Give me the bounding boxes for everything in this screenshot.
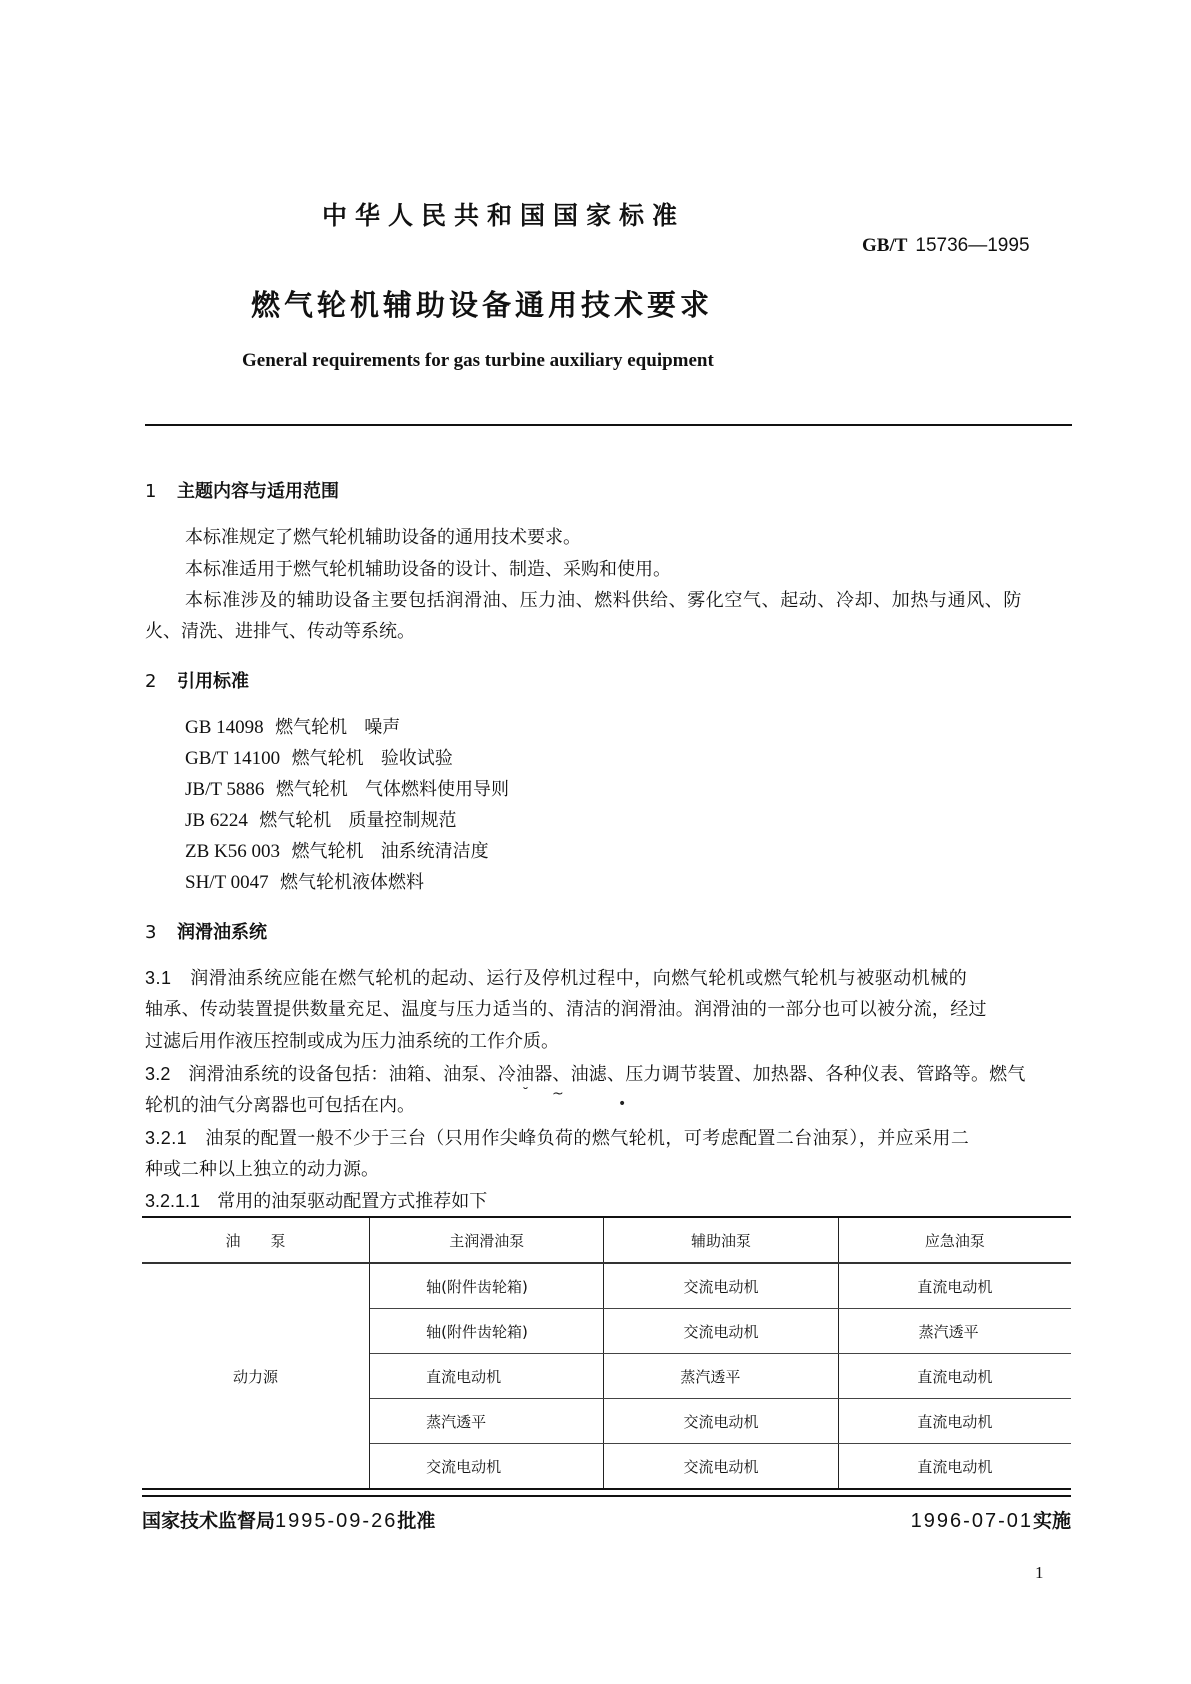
table-header: 辅助油泵 [604,1217,838,1263]
reference-item: ZB K56 003 燃气轮机 油系统清洁度 [185,841,489,862]
scan-artifact: • [618,1096,627,1112]
clause-3-2-cont: 轮机的油气分离器也可包括在内。 [145,1095,415,1116]
reference-item: SH/T 0047 燃气轮机液体燃料 [185,872,425,893]
section-1-paragraph: 本标准规定了燃气轮机辅助设备的通用技术要求。 [185,527,581,548]
table-cell: 轴(附件齿轮箱) [370,1309,604,1354]
clause-3-2-1: 3.2.1 油泵的配置一般不少于三台（只用作尖峰负荷的燃气轮机，可考虑配置二台油泵），并应采用二 [145,1128,970,1149]
oil-pump-config-table [142,1216,1071,1490]
table-header: 主润滑油泵 [370,1217,604,1263]
page-number: 1 [1035,1563,1044,1582]
approve-date: 1995-09-26 [275,1510,398,1532]
approval-info: 国家技术监督局1995-09-26批准 [142,1510,436,1532]
header-divider [145,424,1072,426]
row-label: 动力源 [142,1263,370,1489]
table-cell: 蒸汽透平 [370,1399,604,1444]
section-2-title: 引用标准 [177,671,249,692]
clause-3-2-1-cont: 种或二种以上独立的动力源。 [145,1159,379,1180]
standard-number: 15736—1995 [915,235,1030,256]
reference-item: GB 14098 燃气轮机 噪声 [185,717,401,738]
section-1-paragraph: 本标准涉及的辅助设备主要包括润滑油、压力油、燃料供给、雾化空气、起动、冷却、加热与通风、防 [185,590,1022,611]
standard-prefix: GB/T [862,235,908,256]
table-cell: 直流电动机 [838,1399,1071,1444]
table-cell: 交流电动机 [604,1444,838,1490]
table-header-row [142,1217,1071,1263]
table-row [142,1263,1071,1309]
table-header: 应急油泵 [838,1217,1071,1263]
document-title-english: General requirements for gas turbine auxiliary equipment [242,350,714,371]
table-cell: 交流电动机 [604,1309,838,1354]
section-2-heading: 2 引用标准 [145,671,249,692]
table-cell: 交流电动机 [604,1263,838,1309]
section-3-title: 润滑油系统 [177,922,267,943]
clause-3-2: 3.2 润滑油系统的设备包括：油箱、油泵、冷油器、油滤、压力调节装置、加热器、各种仪表、管路等。燃气 [145,1064,1026,1085]
table-cell: 交流电动机 [370,1444,604,1490]
clause-3-1-cont: 过滤后用作液压控制或成为压力油系统的工作介质。 [145,1031,559,1052]
standard-code [862,234,1030,257]
clause-3-2-1-1: 3.2.1.1 常用的油泵驱动配置方式推荐如下 [145,1191,488,1212]
table-header: 油 泵 [142,1217,370,1263]
footer-divider [142,1495,1071,1497]
scan-artifact: ~ [552,1086,564,1102]
section-1-paragraph: 本标准适用于燃气轮机辅助设备的设计、制造、采购和使用。 [185,559,671,580]
section-1-heading: 1 主题内容与适用范围 [145,481,339,502]
table-cell: 交流电动机 [604,1399,838,1444]
reference-item: JB 6224 燃气轮机 质量控制规范 [185,810,457,831]
section-1-title: 主题内容与适用范围 [177,481,339,502]
table-cell: 蒸汽透平 [604,1354,838,1399]
national-standard-heading: 中华人民共和国国家标准 [322,201,686,230]
implementation-info: 1996-07-01实施 [910,1510,1071,1532]
clause-3-1-cont: 轴承、传动装置提供数量充足、温度与压力适当的、清洁的润滑油。润滑油的一部分也可以被分流，经过 [145,999,987,1020]
scan-artifact: ˘ [522,1086,529,1102]
reference-item: JB/T 5886 燃气轮机 气体燃料使用导则 [185,779,509,800]
reference-item: GB/T 14100 燃气轮机 验收试验 [185,748,453,769]
implementation-date: 1996-07-01 [910,1510,1033,1532]
table-cell: 直流电动机 [838,1263,1071,1309]
table-cell: 蒸汽透平 [838,1309,1071,1354]
approver: 国家技术监督局 [142,1510,276,1532]
table-cell: 直流电动机 [838,1444,1071,1490]
section-1-paragraph-cont: 火、清洗、进排气、传动等系统。 [145,621,415,642]
table-cell: 轴(附件齿轮箱) [370,1263,604,1309]
clause-3-1: 3.1 润滑油系统应能在燃气轮机的起动、运行及停机过程中，向燃气轮机或燃气轮机与被驱动机械的 [145,968,968,989]
table-cell: 直流电动机 [370,1354,604,1399]
table-cell: 直流电动机 [838,1354,1071,1399]
document-title: 燃气轮机辅助设备通用技术要求 [251,288,714,322]
section-3-heading: 3 润滑油系统 [145,922,267,943]
